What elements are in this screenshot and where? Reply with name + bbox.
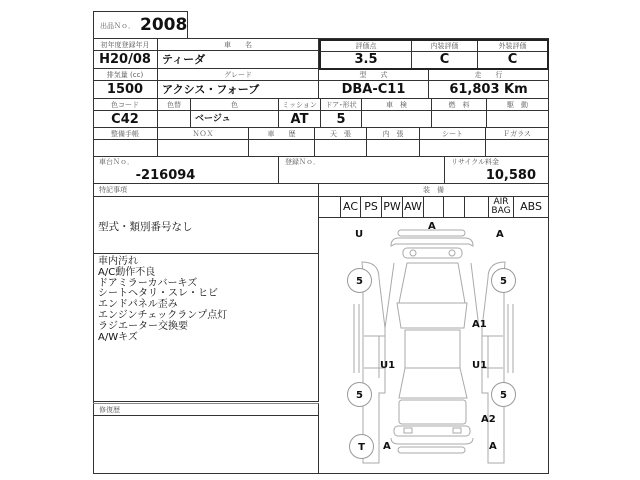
lot-number-box bbox=[93, 11, 188, 39]
equipment-blank bbox=[465, 197, 489, 217]
reg-no-value bbox=[279, 167, 445, 184]
seat-value bbox=[420, 140, 486, 157]
color-change-value bbox=[158, 111, 191, 128]
damage-diagram bbox=[319, 218, 549, 474]
mileage-value: 61,803 Km bbox=[429, 81, 549, 99]
damage-front-left: U bbox=[355, 229, 364, 240]
fuel-value bbox=[432, 111, 487, 128]
drive-label: 駆 動 bbox=[487, 99, 549, 111]
transmission-label: ミッション bbox=[279, 99, 321, 111]
mileage-label: 走 行 bbox=[429, 70, 549, 81]
lot-number-label: 出品Ｎｏ． bbox=[100, 22, 135, 30]
inspection-value bbox=[362, 111, 432, 128]
chassis-label: 車台Ｎｏ． bbox=[93, 157, 279, 167]
drive-value bbox=[487, 111, 549, 128]
damage-front-right: A bbox=[496, 229, 504, 240]
score-label: 評価点 bbox=[321, 41, 412, 52]
wheel-rear-right: 5 bbox=[491, 382, 516, 407]
inspection-label: 車 検 bbox=[362, 99, 432, 111]
car-name-label: 車 名 bbox=[158, 39, 319, 51]
equipment-label: 装 備 bbox=[319, 184, 549, 197]
roof-label: 天 張 bbox=[315, 128, 367, 140]
color-value: ベージュ bbox=[191, 111, 279, 128]
color-label: 色 bbox=[191, 99, 279, 111]
note-item: ドアミラーカバーキズ bbox=[98, 277, 198, 289]
interior-grade-value: C bbox=[412, 52, 478, 68]
doors-label: ドア･形状 bbox=[321, 99, 362, 111]
history-value bbox=[249, 140, 315, 157]
front-glass-label: Ｆガラス bbox=[486, 128, 549, 140]
roof-value bbox=[315, 140, 367, 157]
doors-value: 5 bbox=[321, 111, 362, 128]
first-reg-label: 初年度登録年月 bbox=[93, 39, 158, 51]
chassis-value: -216094 bbox=[93, 167, 279, 184]
interior-trim-label: 内 張 bbox=[367, 128, 420, 140]
damage-front-center: A bbox=[428, 221, 436, 232]
wheel-front-right: 5 bbox=[491, 268, 516, 293]
equipment-row bbox=[319, 197, 549, 218]
note-item: エンジンチェックランプ点灯 bbox=[98, 309, 228, 321]
recycle-fee-value: 10,580 bbox=[445, 167, 549, 184]
recycle-fee-label: リサイクル料金 bbox=[445, 157, 549, 167]
equipment-airbag: AIR BAG bbox=[489, 197, 514, 217]
equipment-abs: ABS bbox=[520, 200, 542, 213]
equipment-blank bbox=[444, 197, 465, 217]
interior-grade-label: 内装評価 bbox=[412, 41, 478, 52]
color-code-label: 色コード bbox=[93, 99, 158, 111]
color-change-label: 色替 bbox=[158, 99, 191, 111]
damage-right-front-door: A1 bbox=[472, 319, 487, 330]
note-item: A/C動作不良 bbox=[98, 266, 156, 278]
equipment-pw: PW bbox=[382, 197, 403, 217]
equipment-ac: AC bbox=[341, 197, 361, 217]
nox-label: ＮＯＸ bbox=[158, 128, 249, 140]
exterior-grade-label: 外装評価 bbox=[478, 41, 547, 52]
repair-history-box bbox=[93, 416, 319, 474]
maintenance-label: 整備手帳 bbox=[93, 128, 158, 140]
special-notes-label: 特記事項 bbox=[93, 184, 319, 197]
model-value: DBA-C11 bbox=[319, 81, 429, 99]
grade-value: アクシス・フォーブ bbox=[158, 81, 319, 99]
exterior-grade-value: C bbox=[507, 52, 518, 67]
equipment-blank bbox=[424, 197, 444, 217]
history-label: 車 歴 bbox=[249, 128, 315, 140]
reg-no-label: 登録Ｎｏ． bbox=[279, 157, 445, 167]
transmission-value: AT bbox=[279, 111, 321, 128]
damage-rear-right-quarter: A2 bbox=[481, 414, 496, 425]
maintenance-value bbox=[93, 140, 158, 157]
damage-rear-left: A bbox=[383, 441, 391, 452]
seat-label: シート bbox=[420, 128, 486, 140]
equipment-aw: AW bbox=[403, 197, 424, 217]
equipment-ps: PS bbox=[361, 197, 382, 217]
front-glass-value bbox=[486, 140, 549, 157]
model-label: 型 式 bbox=[319, 70, 429, 81]
displacement-label: 排気量 (cc) bbox=[93, 69, 158, 81]
note-item: エンドパネル歪み bbox=[98, 299, 178, 311]
displacement-value: 1500 bbox=[93, 81, 158, 99]
notes-list bbox=[93, 254, 319, 402]
equipment-blank bbox=[319, 197, 341, 217]
wheel-rear-left: 5 bbox=[347, 382, 372, 407]
fuel-label: 燃 料 bbox=[432, 99, 487, 111]
score-value: 3.5 bbox=[321, 52, 412, 68]
special-note: 型式・類別番号なし bbox=[98, 221, 193, 233]
wheel-front-left: 5 bbox=[347, 268, 372, 293]
first-reg-value: H20/08 bbox=[93, 51, 158, 69]
grade-label: グレード bbox=[158, 69, 319, 81]
repair-history-label: 修復歴 bbox=[93, 403, 319, 416]
interior-trim-value bbox=[367, 140, 420, 157]
note-item: 車内汚れ bbox=[98, 256, 138, 267]
color-code-value: C42 bbox=[93, 111, 158, 128]
damage-right-rear-door: U1 bbox=[472, 360, 488, 371]
special-notes-box bbox=[93, 197, 319, 254]
car-name-value: ティーダ bbox=[158, 51, 319, 69]
note-item: シートヘタリ・スレ・ヒビ bbox=[98, 288, 218, 300]
note-item: ラジエーター交換要 bbox=[98, 320, 188, 332]
tire-tread-circle: T bbox=[349, 434, 374, 459]
nox-value bbox=[158, 140, 249, 157]
damage-left-rear-door: U1 bbox=[380, 360, 396, 371]
lot-number: 2008 bbox=[140, 15, 188, 35]
note-item: A/Wキズ bbox=[98, 331, 138, 343]
damage-rear-right: A bbox=[489, 441, 497, 452]
